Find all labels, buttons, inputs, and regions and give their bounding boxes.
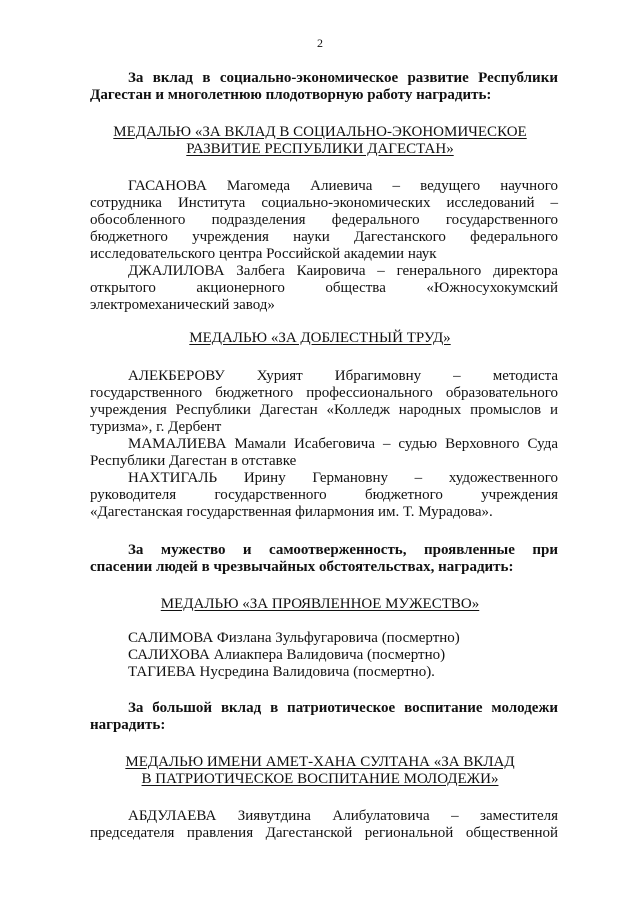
awardee-gasanov (90, 178, 558, 263)
awardee-line: исследовательского центра Российской академии наук (90, 246, 437, 262)
medal-title-3-text: МЕДАЛЬЮ «ЗА ПРОЯВЛЕННОЕ МУЖЕСТВО» (160, 596, 480, 612)
medal-title-2-text: МЕДАЛЬЮ «ЗА ДОБЛЕСТНЫЙ ТРУД» (189, 330, 451, 346)
awardee-line: руководителя государственного бюджетного учреждения (90, 487, 558, 503)
award-intro-4-line-1: За большой вклад в патриотическое воспитание молодежи (128, 700, 558, 716)
awardee-abdulaev (90, 808, 558, 842)
medal-title-4-line-2: В ПАТРИОТИЧЕСКОЕ ВОСПИТАНИЕ МОЛОДЕЖИ» (141, 771, 499, 787)
awardee-nakhtigal (90, 470, 558, 521)
awardee-line: обособленного подразделения федерального государственного (90, 212, 558, 228)
award-intro-1-line-2: Дагестан и многолетнюю плодотворную работу наградить: (90, 87, 492, 103)
awardee-line: ДЖАЛИЛОВА Залбега Каировича – генерального директора (128, 263, 558, 279)
awardee-line: НАХТИГАЛЬ Ирину Германовну – художественного (128, 470, 558, 486)
awardee-line: ТАГИЕВА Нусредина Валидовича (посмертно). (128, 664, 435, 680)
medal-title-1-line-2: РАЗВИТИЕ РЕСПУБЛИКИ ДАГЕСТАН» (186, 141, 454, 157)
awardee-line: председателя правления Дагестанской региональной общественной (90, 825, 558, 841)
award-intro-1 (90, 70, 558, 104)
awardee-line: АБДУЛАЕВА Зиявутдина Алибулатовича – заместителя (128, 808, 558, 824)
awardee-line: электромеханический завод» (90, 297, 275, 313)
awardee-line: туризма», г. Дербент (90, 419, 222, 435)
awardee-dzhalilov (90, 263, 558, 314)
awardee-line: Республики Дагестан в отставке (90, 453, 297, 469)
award-intro-3 (90, 542, 558, 576)
awardee-line: учреждения Республики Дагестан «Колледж народных промыслов и (90, 402, 558, 418)
awardee-line: САЛИХОВА Алиакпера Валидовича (посмертно) (128, 647, 446, 663)
award-intro-1-line-1: За вклад в социально-экономическое развитие Республики (128, 70, 558, 86)
award-intro-4 (90, 700, 558, 734)
awardee-mamaliev (90, 436, 558, 470)
awardee-line: «Дагестанская государственная филармония им. Т. Мурадова». (90, 504, 493, 520)
awardee-line: САЛИМОВА Физлана Зульфугаровича (посмертно) (128, 630, 460, 646)
awardee-line: ГАСАНОВА Магомеда Алиевича – ведущего научного (128, 178, 558, 194)
medal-title-2 (80, 330, 560, 347)
medal-title-4-line-1: МЕДАЛЬЮ ИМЕНИ АМЕТ-ХАНА СУЛТАНА «ЗА ВКЛАД (125, 754, 515, 770)
awardee-line: бюджетного учреждения науки Дагестанского федерального (90, 229, 558, 245)
medal-title-4 (80, 754, 560, 788)
awardee-alekberova (90, 368, 558, 436)
awardee-list-courage (90, 630, 558, 681)
awardee-line: МАМАЛИЕВА Мамали Исабеговича – судью Верховного Суда (128, 436, 558, 452)
awardee-line: открытого акционерного общества «Южносухокумский (90, 280, 558, 296)
medal-title-1 (80, 124, 560, 158)
award-intro-4-line-2: наградить: (90, 717, 166, 733)
award-intro-3-line-1: За мужество и самоотверженность, проявленные при (128, 542, 558, 558)
awardee-line: государственного бюджетного профессионального образовательного (90, 385, 558, 401)
medal-title-3 (80, 596, 560, 613)
awardee-line: сотрудника Института социально-экономических исследований – (90, 195, 558, 211)
page-number: 2 (317, 36, 323, 50)
awardee-line: АЛЕКБЕРОВУ Хурият Ибрагимовну – методиста (128, 368, 558, 384)
medal-title-1-line-1: МЕДАЛЬЮ «ЗА ВКЛАД В СОЦИАЛЬНО-ЭКОНОМИЧЕСКОЕ (113, 124, 527, 140)
award-intro-3-line-2: спасении людей в чрезвычайных обстоятельствах, наградить: (90, 559, 514, 575)
